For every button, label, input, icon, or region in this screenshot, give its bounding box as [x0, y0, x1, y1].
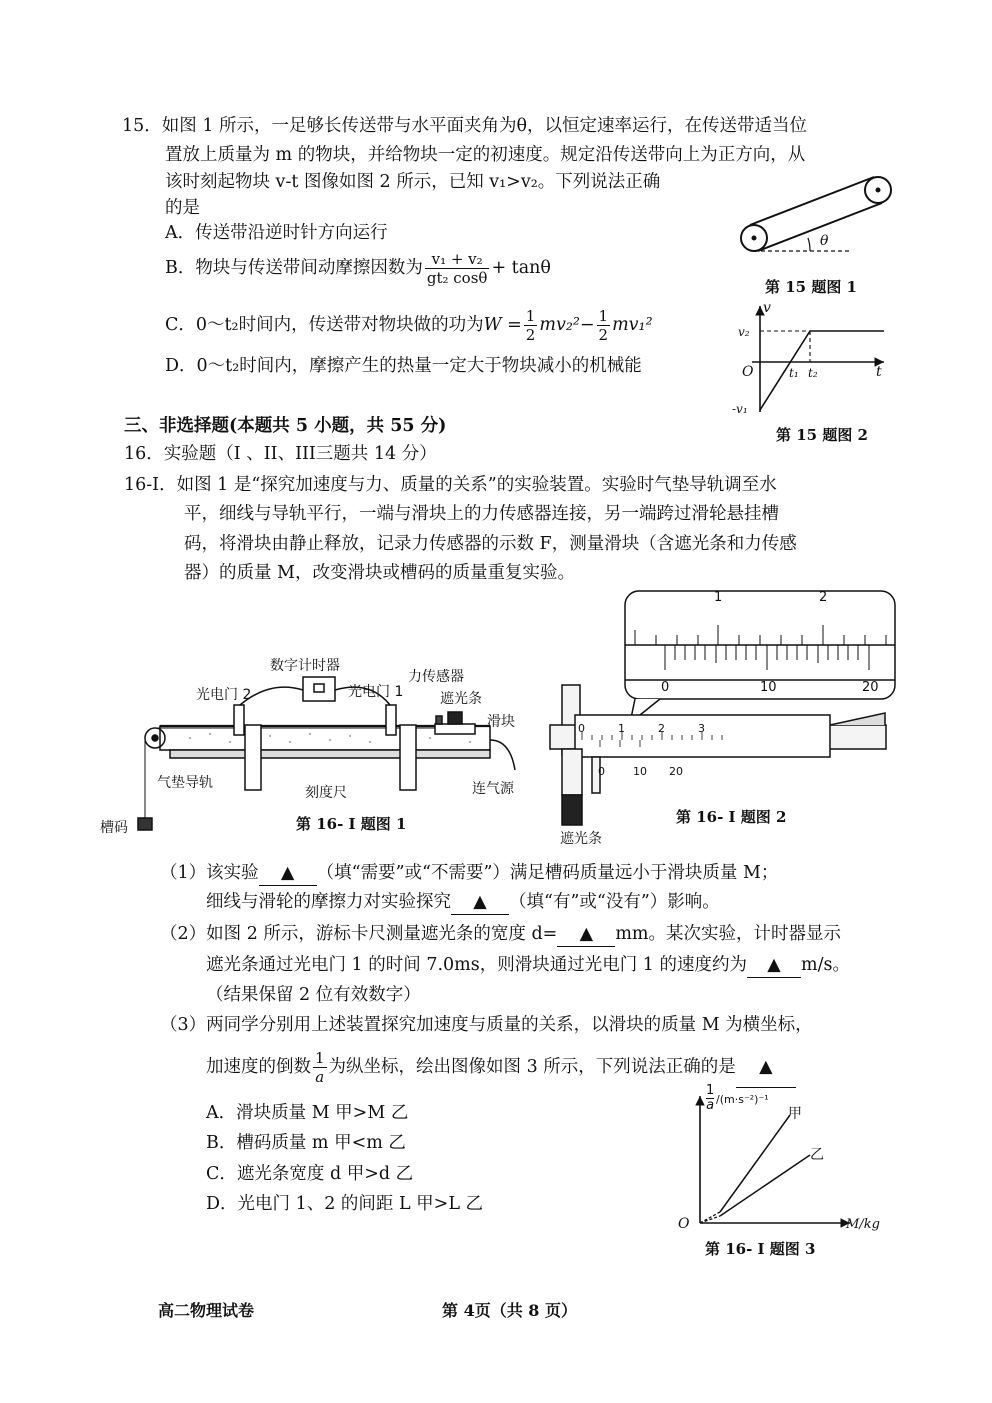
q15-option-b-prefix: B．物块与传送带间动摩擦因数为	[165, 258, 423, 278]
fixed-jaw-lower	[562, 749, 582, 795]
q15-figure1-conveyor	[730, 168, 900, 263]
q15-option-c-term2: mv₁²	[612, 315, 653, 335]
q15-option-c-half-1	[524, 307, 538, 344]
q15-figure2-t-axis: t	[876, 364, 882, 380]
q15-option-b-numerator: v₁ + v₂	[425, 250, 490, 269]
fig3-y-frac-num: 1	[706, 1083, 715, 1098]
q15-figure2-origin: O	[742, 364, 754, 380]
force-sensor	[448, 712, 462, 724]
sub1-answer-blank-1[interactable]: ▲	[259, 861, 317, 886]
sub3-answer-blank[interactable]: ▲	[736, 1047, 796, 1088]
sub1-line2	[206, 890, 720, 915]
caliper-main-tick-1: 1	[618, 722, 625, 735]
shading-strip-specimen	[562, 795, 582, 825]
sub3-reciprocal-a	[313, 1049, 327, 1086]
line-jia	[720, 1115, 790, 1212]
sub3-option-a: A．滑块质量 M 甲>M 乙	[206, 1103, 409, 1123]
q15-figure2-caption: 第 15 题图 2	[776, 426, 868, 444]
sub3-option-b: B．槽码质量 m 甲<m 乙	[206, 1133, 406, 1153]
caliper-vernier-tick-10: 10	[633, 765, 647, 778]
sub2-answer-blank-v[interactable]: ▲	[747, 953, 801, 978]
sub2-line3: （结果保留 2 位有效数字）	[206, 985, 421, 1005]
q15-figure2-t2: t₂	[808, 366, 818, 380]
fig3-y-label: /(m·s⁻²)⁻¹	[716, 1093, 769, 1106]
q15-option-a: A．传送带沿逆时针方向运行	[165, 223, 388, 243]
q16i-line1: 16-I．如图 1 是“探究加速度与力、质量的关系”的实验装置。实验时气垫导轨调至水	[124, 475, 777, 495]
label-air-track: 气垫导轨	[157, 775, 213, 791]
label-weight: 槽码	[100, 820, 128, 836]
caliper-main-tick-0: 0	[578, 722, 585, 735]
fig3-y-frac-den: a	[706, 1098, 715, 1113]
q15-option-b-fraction	[425, 250, 490, 287]
caliper-vernier-tick-20: 20	[669, 765, 683, 778]
q15-figure2-t1: t₁	[789, 366, 799, 380]
sub1-answer-blank-2[interactable]: ▲	[451, 890, 509, 915]
q15-line1: 15．如图 1 所示，一足够长传送带与水平面夹角为θ，以恒定速率运行，在传送带适当位	[122, 116, 808, 136]
q15-option-c-half-2-den: 2	[598, 326, 609, 344]
photogate-2	[234, 705, 244, 735]
sub1-line2-text-b: （填“有”或“没有”）影响。	[509, 892, 720, 912]
q15-option-c-term1: mv₂²	[539, 315, 580, 335]
fig3-x-label: M/kg	[846, 1217, 880, 1232]
q15-figure2-vt-graph	[752, 300, 892, 420]
sub3-frac-den: a	[315, 1068, 325, 1086]
q15-option-c	[165, 305, 653, 355]
sub2-line1-text-b: mm。某次实验，计时器显示	[615, 924, 842, 944]
zoom-vernier-tick-20: 20	[862, 680, 879, 695]
label-force-sensor: 力传感器	[408, 669, 464, 685]
q16-figure2-caption: 第 16- I 题图 2	[676, 808, 787, 826]
label-ruler: 刻度尺	[305, 785, 347, 801]
caliper-main-tick-2: 2	[658, 722, 665, 735]
q16i-line4: 器）的质量 M，改变滑块或槽码的质量重复实验。	[184, 563, 575, 583]
q15-figure2-v2: v₂	[738, 325, 750, 339]
sub2-line2	[206, 953, 850, 978]
label-shading-strip: 遮光条	[440, 691, 482, 707]
sub3-option-d: D．光电门 1、2 的间距 L 甲>L 乙	[206, 1194, 484, 1214]
label-photogate-2: 光电门 2	[196, 687, 252, 703]
slider	[435, 724, 475, 734]
fig3-origin: O	[678, 1216, 690, 1232]
q16-figure2-vernier-caliper	[540, 585, 900, 840]
sub2-line2-text-a: 遮光条通过光电门 1 的时间 7.0ms，则滑块通过光电门 1 的速度约为	[206, 955, 747, 975]
q15-option-c-half-2-num: 1	[598, 307, 609, 325]
sub2-answer-blank-d[interactable]: ▲	[557, 922, 615, 947]
q16i-line2: 平，细线与导轨平行，一端与滑块上的力传感器连接，另一端跨过滑轮悬挂槽	[184, 504, 779, 524]
q16-heading: 16．实验题（I 、II、III三题共 14 分）	[124, 444, 437, 464]
q15-option-b-suffix: + tanθ	[491, 258, 551, 278]
q16i-line3: 码，将滑块由静止释放，记录力传感器的示数 F，测量滑块（含遮光条和力传感	[184, 534, 797, 554]
label-photogate-1: 光电门 1	[348, 684, 404, 700]
caliper-label-shading-strip: 遮光条	[560, 831, 602, 847]
zoom-vernier-tick-10: 10	[760, 680, 777, 695]
fig3-y-fraction	[706, 1084, 714, 1113]
q16-figure1-caption: 第 16- I 题图 1	[296, 815, 407, 833]
section3-heading: 三、非选择题(本题共 5 小题，共 55 分)	[124, 416, 447, 436]
zoom-vernier-tick-0: 0	[661, 680, 670, 695]
q15-line2: 置放上质量为 m 的物块，并给物块一定的初速度。规定沿传送带向上为正方向，从	[165, 145, 806, 165]
shading-strip	[436, 716, 442, 724]
q15-option-b-denominator: gt₂ cosθ	[426, 269, 488, 287]
q16-figure3-caption: 第 16- I 题图 3	[705, 1240, 816, 1258]
caliper-main-tick-3: 3	[698, 722, 705, 735]
sub3-line2-text-a: 加速度的倒数	[206, 1057, 311, 1077]
q15-option-c-prefix: C．0～t₂时间内，传送带对物块做的功为	[165, 315, 484, 335]
photogate-1	[386, 705, 396, 735]
q15-figure2-v-axis: v	[763, 300, 771, 316]
footer-left: 高二物理试卷	[158, 1301, 255, 1320]
sub1-line1-text-b: （填“需要”或“不需要”）满足槽码质量远小于滑块质量 M；	[316, 863, 779, 883]
label-digital-timer: 数字计时器	[270, 658, 340, 674]
q15-option-c-half-1-num: 1	[525, 307, 536, 325]
zoom-main-tick-2: 2	[819, 590, 828, 605]
q15-option-b	[165, 248, 551, 298]
q15-figure1-theta: θ	[820, 233, 829, 249]
sub1-line1-text-a: （1）该实验	[160, 863, 259, 883]
q15-option-d: D．0～t₂时间内，摩擦产生的热量一定大于物块减小的机械能	[165, 356, 642, 376]
q15-figure1-caption: 第 15 题图 1	[765, 278, 857, 296]
footer-page-number: 第 4页（共 8 页）	[442, 1301, 577, 1320]
line-yi	[720, 1155, 810, 1216]
q15-option-c-half-2	[597, 307, 611, 344]
sub1-line2-text-a: 细线与滑轮的摩擦力对实验探究	[206, 892, 451, 912]
sub2-line1	[160, 922, 841, 947]
sub3-line2-text-b: 为纵坐标，绘出图像如图 3 所示，下列说法正确的是	[328, 1057, 736, 1077]
caliper-vernier-tick-0: 0	[598, 765, 605, 778]
q15-option-c-minus: −	[579, 315, 595, 335]
q15-line4: 的是	[165, 198, 200, 218]
q15-figure2-neg-v1: -v₁	[732, 402, 748, 416]
q15-line3: 该时刻起物块 v-t 图像如图 2 所示，已知 v₁>v₂。下列说法正确	[165, 172, 661, 192]
sub2-line2-text-b: m/s。	[801, 955, 850, 975]
sub3-frac-num: 1	[315, 1049, 325, 1067]
fig3-series-jia: 甲	[788, 1106, 802, 1122]
q15-option-c-half-1-den: 2	[525, 326, 536, 344]
sub3-line1: （3）两同学分别用上述装置探究加速度与质量的关系，以滑块的质量 M 为横坐标，	[160, 1015, 813, 1035]
sub1-line1	[160, 861, 778, 886]
sub2-line1-text-a: （2）如图 2 所示，游标卡尺测量遮光条的宽度 d=	[160, 924, 558, 944]
sub3-option-c: C．遮光条宽度 d 甲>d 乙	[206, 1164, 414, 1184]
fig3-series-yi: 乙	[810, 1147, 824, 1163]
label-slider: 滑块	[487, 714, 515, 730]
zoom-main-tick-1: 1	[714, 590, 723, 605]
weight-block	[138, 818, 152, 830]
q15-option-c-w: W =	[483, 315, 522, 335]
label-air-source: 连气源	[472, 781, 514, 797]
